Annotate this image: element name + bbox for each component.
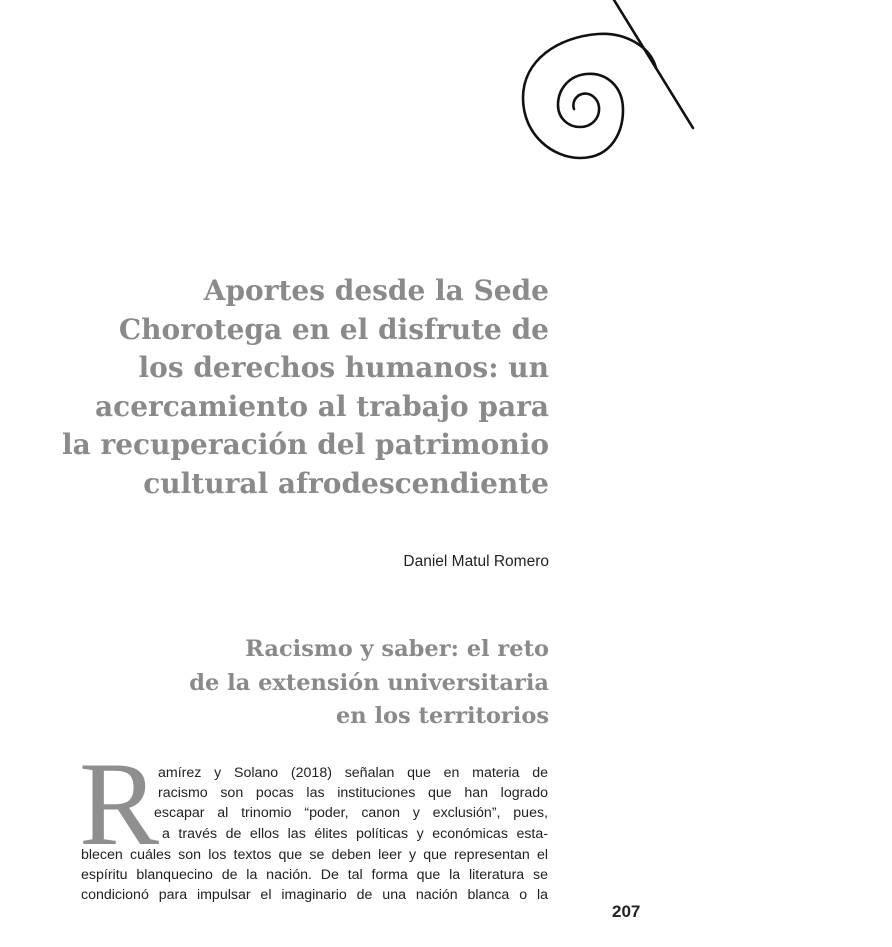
body-line: a través de ellos las élites políticas y económicas esta- — [162, 826, 548, 842]
chapter-title-line: acercamiento al trabajo para — [95, 389, 549, 423]
spiral-ornament-icon — [518, 0, 698, 160]
section-heading-line: de la extensión universitaria — [189, 669, 549, 696]
drop-cap: R — [79, 737, 160, 870]
body-line: amírez y Solano (2018) señalan que en materia de — [158, 765, 548, 781]
chapter-title-line: los derechos humanos: un — [138, 351, 549, 384]
chapter-title — [60, 272, 549, 503]
section-heading — [150, 633, 549, 734]
body-line: escapar al trinomio “poder, canon y exclusión”, pues, — [154, 805, 548, 821]
body-line: blecen cuáles son los textos que se deben leer y que representan el — [81, 847, 548, 863]
body-line: racismo son pocas las instituciones que han logrado — [158, 785, 548, 801]
chapter-title-line: Aportes desde la Sede — [203, 274, 549, 307]
body-line: condicionó para impulsar el imaginario de una nación blanca o la — [81, 887, 548, 903]
page-number: 207 — [612, 902, 641, 921]
chapter-title-line: cultural afrodescendiente — [143, 466, 549, 500]
body-line: espíritu blanquecino de la nación. De tal forma que la literatura se — [81, 867, 548, 883]
section-heading-line: Racismo y saber: el reto — [245, 636, 549, 662]
chapter-title-line: Chorotega en el disfrute de — [118, 312, 549, 346]
section-heading-line: en los territorios — [335, 703, 549, 729]
chapter-title-line: la recuperación del patrimonio — [61, 428, 549, 461]
author-name: Daniel Matul Romero — [403, 553, 549, 570]
